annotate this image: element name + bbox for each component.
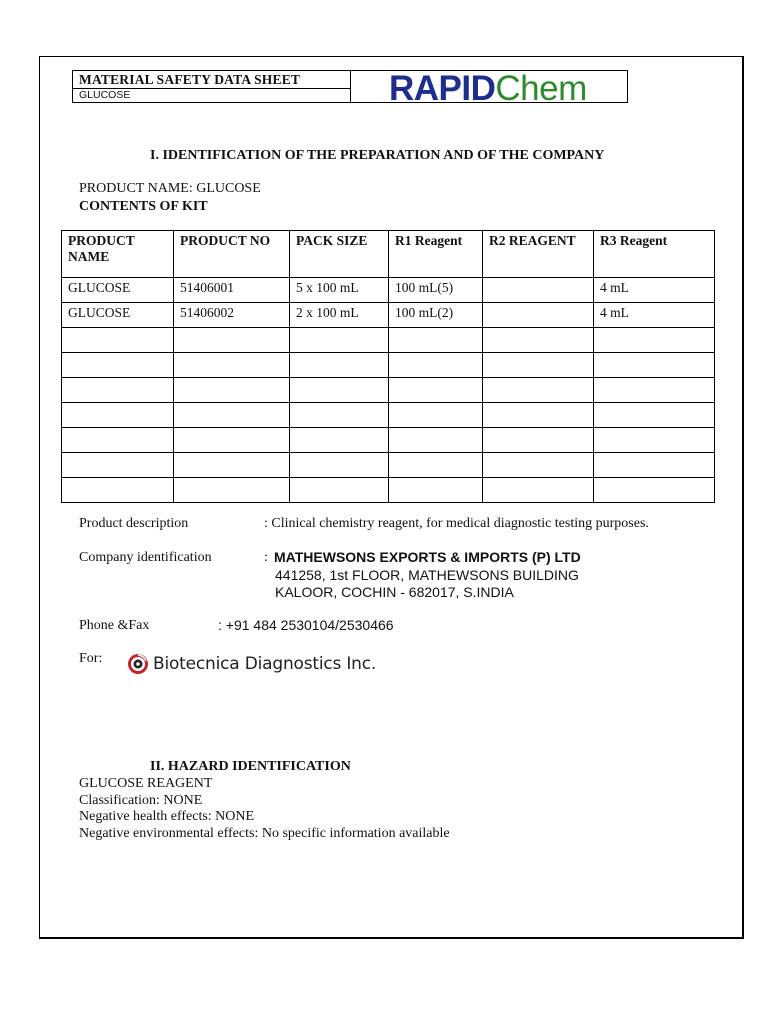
phone-fax-value: : +91 484 2530104/2530466 [218,617,394,633]
section1-heading: I. IDENTIFICATION OF THE PREPARATION AND OF THE COMPANY [150,148,605,163]
table-row [62,278,715,303]
table-cell [389,378,483,403]
company-name: MATHEWSONS EXPORTS & IMPORTS (P) LTD [274,549,581,565]
table-cell [389,403,483,428]
table-cell [290,328,389,353]
company-address-line1: 441258, 1st FLOOR, MATHEWSONS BUILDING [275,567,579,583]
table-cell [290,378,389,403]
logo-rapid: RAPID [389,69,496,108]
table-cell [594,453,715,478]
biotecnica-logo-icon [127,653,149,675]
table-cell: 4 mL [594,303,715,328]
header-title-cell [73,71,351,102]
table-cell [389,353,483,378]
table-cell: 51406001 [174,278,290,303]
for-label: For: [79,651,103,666]
table-cell [483,278,594,303]
table-cell: 2 x 100 mL [290,303,389,328]
table-cell [290,353,389,378]
table-cell [594,328,715,353]
table-cell [62,478,174,503]
table-cell [389,478,483,503]
table-cell [174,403,290,428]
table-cell [290,428,389,453]
table-cell [174,428,290,453]
document-title: MATERIAL SAFETY DATA SHEET [79,72,301,87]
table-cell [483,378,594,403]
table-cell [62,328,174,353]
column-header: R2 REAGENT [483,231,594,278]
biotecnica-company-name: Biotecnica Diagnostics Inc. [153,654,377,674]
rapidchem-logo [389,69,587,109]
column-header: PRODUCT NAME [62,231,174,278]
table-cell: GLUCOSE [62,278,174,303]
product-name: PRODUCT NAME: GLUCOSE [79,181,261,196]
table-row [62,328,715,353]
table-cell [483,478,594,503]
table-row [62,453,715,478]
kit-contents-table [61,230,715,503]
document-header [72,69,628,108]
table-cell [389,453,483,478]
table-row [62,303,715,328]
table-cell [594,478,715,503]
table-row [62,353,715,378]
table-row [62,403,715,428]
product-description-value: : Clinical chemistry reagent, for medical diagnostic testing purposes. [264,516,649,531]
table-cell: 4 mL [594,278,715,303]
hazard-line: GLUCOSE REAGENT [79,776,213,791]
table-cell [174,328,290,353]
column-header: R3 Reagent [594,231,715,278]
column-header: PACK SIZE [290,231,389,278]
table-header-row [62,231,715,278]
table-row [62,478,715,503]
table-cell: 51406002 [174,303,290,328]
table-cell [594,428,715,453]
product-description-label: Product description [79,516,189,531]
table-cell [483,328,594,353]
section2-heading: II. HAZARD IDENTIFICATION [150,759,351,774]
table-cell [290,478,389,503]
table-cell [389,428,483,453]
biotecnica-logo [127,653,376,675]
table-cell [62,353,174,378]
table-cell [62,428,174,453]
logo-chem: Chem [495,69,587,108]
table-cell [174,453,290,478]
hazard-line: Negative environmental effects: No specific information available [79,826,450,841]
table-cell [389,328,483,353]
table-cell [62,453,174,478]
table-cell [483,428,594,453]
table-cell [290,403,389,428]
table-cell [594,353,715,378]
company-identification-label: Company identification [79,550,212,565]
phone-fax-label: Phone &Fax [79,618,150,633]
table-cell [174,378,290,403]
table-cell: 100 mL(5) [389,278,483,303]
table-cell [174,478,290,503]
table-row [62,378,715,403]
table-cell [174,353,290,378]
hazard-line: Negative health effects: NONE [79,809,255,824]
hazard-line: Classification: NONE [79,793,203,808]
column-header: PRODUCT NO [174,231,290,278]
company-address-line2: KALOOR, COCHIN - 682017, S.INDIA [275,584,514,600]
company-identification-colon: : [264,550,268,565]
table-cell [483,303,594,328]
table-cell: 5 x 100 mL [290,278,389,303]
table-cell [62,378,174,403]
table-cell: GLUCOSE [62,303,174,328]
document-subtitle: GLUCOSE [79,89,131,101]
table-cell [290,453,389,478]
table-cell [594,378,715,403]
table-cell [483,353,594,378]
table-cell: 100 mL(2) [389,303,483,328]
table-row [62,428,715,453]
table-cell [62,403,174,428]
column-header: R1 Reagent [389,231,483,278]
table-cell [483,403,594,428]
table-cell [594,403,715,428]
table-cell [483,453,594,478]
contents-of-kit-label: CONTENTS OF KIT [79,199,208,214]
